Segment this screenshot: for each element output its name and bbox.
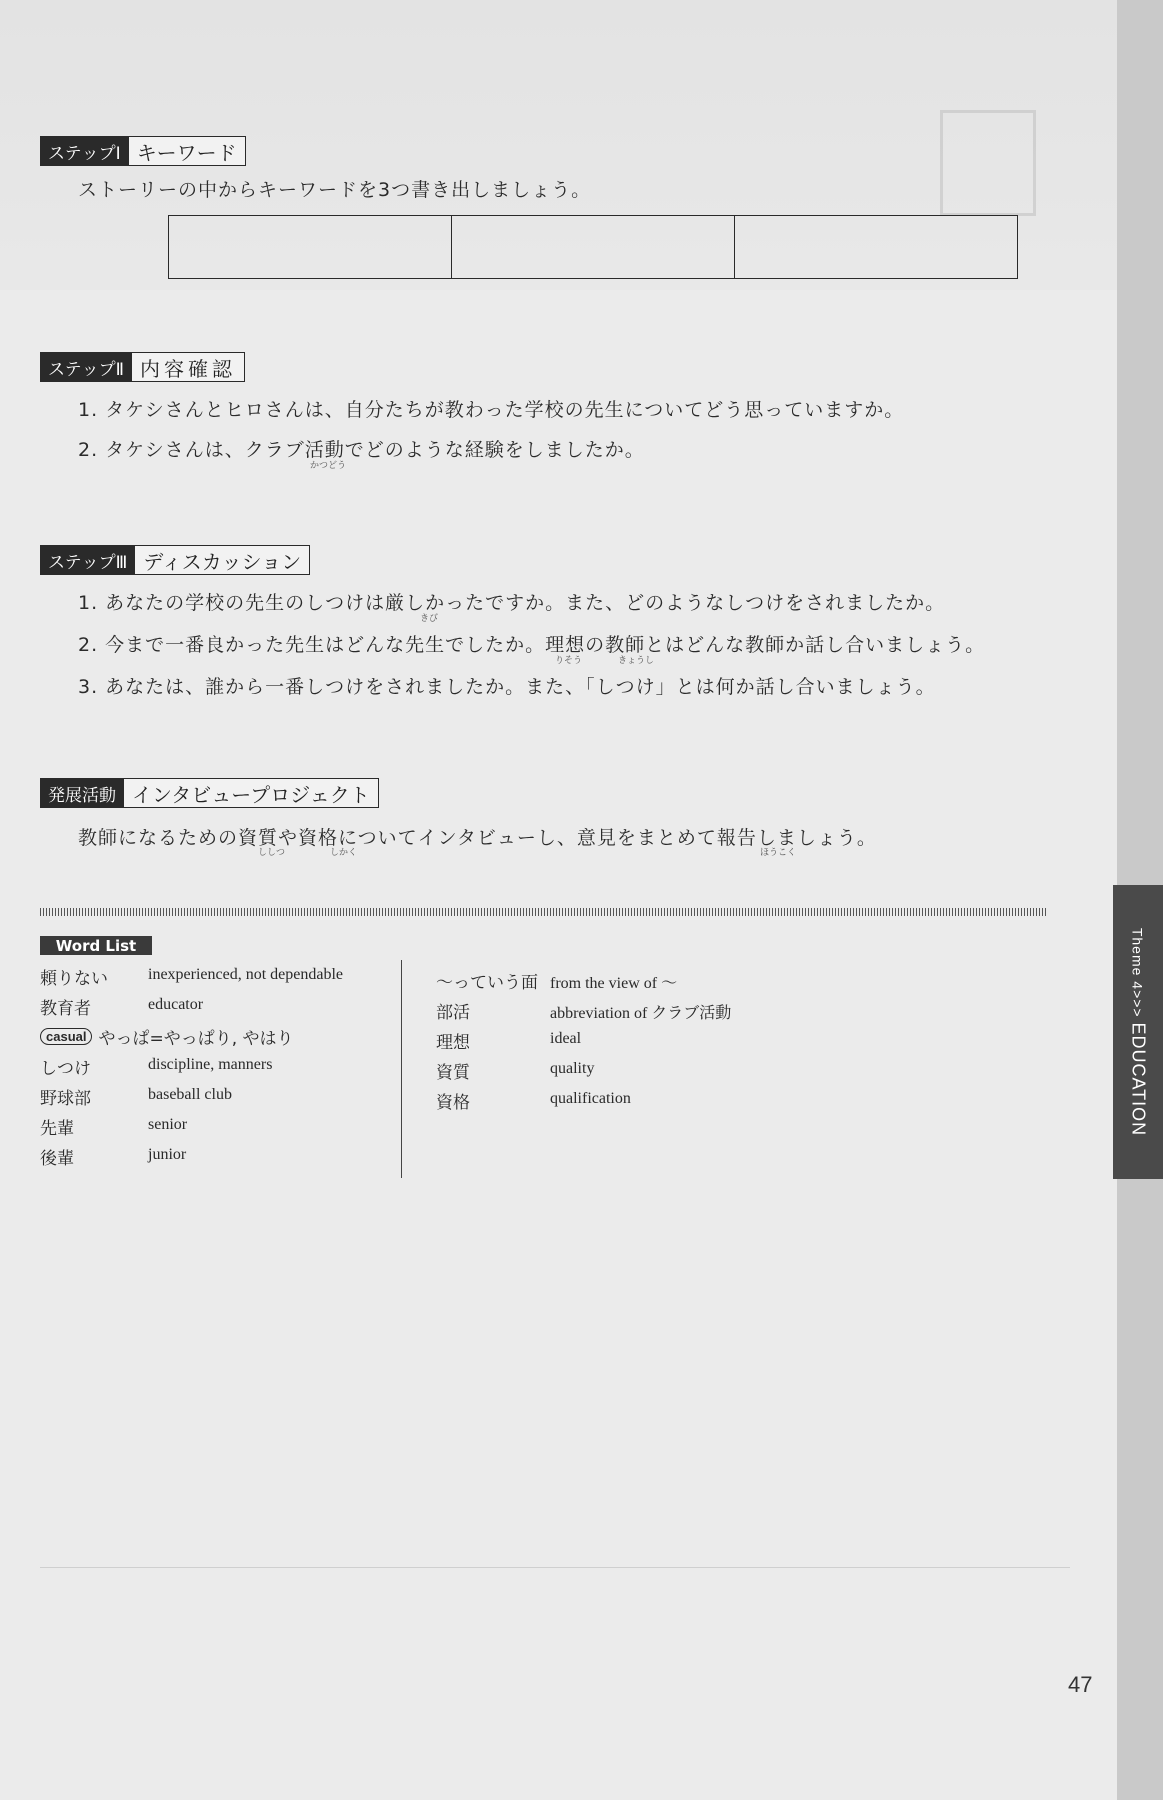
word-term: 部活 [436,1002,470,1023]
word-definition: from the view of 〜 [550,975,678,992]
step3-header [40,545,310,575]
word-definition: senior [148,1116,188,1133]
word-term: 野球部 [40,1088,91,1109]
word-definition: educator [148,996,204,1013]
theme-label [1128,928,1149,1136]
theme-number: Theme 4>>> [1129,927,1146,1023]
step2-tag: ステップⅡ [40,352,132,382]
step3-title: ディスカッション [135,545,310,575]
word-list-item [436,997,470,1023]
ruby-kibi: きび [420,614,439,624]
ruby-katsudou: かつどう [310,461,347,471]
step3-question-1: 1. あなたの学校の先生のしつけは厳しかったですか。また、どのようなしつけをされましたか。 [78,592,946,614]
word-definition: quality [550,1060,595,1077]
word-list-item [40,1023,294,1049]
word-term: 後輩 [40,1148,74,1169]
page-number: 47 [1068,1672,1093,1697]
keyword-answer-boxes [168,215,1018,279]
word-list-divider [401,960,402,1178]
ruby-risou: りそう [555,656,583,666]
word-definition: discipline, manners [148,1056,273,1073]
project-title: インタビュープロジェクト [124,778,379,808]
step2-header [40,352,245,382]
word-list-item [40,1113,74,1139]
step2-question-1: 1. タケシさんとヒロさんは、自分たちが教わった学校の先生についてどう思っていますか。 [78,399,905,421]
word-definition: junior [148,1146,187,1163]
word-list-item [436,1027,470,1053]
bottom-rule [40,1567,1070,1568]
word-list-item [436,1057,470,1083]
word-term: しつけ [40,1058,91,1079]
keyword-box-3[interactable] [735,216,1017,278]
step1-title: キーワード [129,136,246,166]
word-definition: qualification [550,1090,631,1107]
ruby-shikaku: しかく [330,848,358,858]
word-definition: inexperienced, not dependable [148,966,344,983]
word-term: 〜っていう面 [436,972,538,993]
step3-question-3: 3. あなたは、誰から一番しつけをされましたか。また、「しつけ」とは何か話し合いましょう。 [78,676,936,698]
step3-question-2: 2. 今まで一番良かった先生はどんな先生でしたか。理想の教師とはどんな教師か話し合いましょう。 [78,634,986,656]
project-header [40,778,379,808]
word-term: 資格 [436,1092,470,1113]
ruby-houkoku: ほうこく [760,848,797,858]
word-list-item [436,1087,470,1113]
step1-header [40,136,246,166]
project-instruction: 教師になるための資質や資格についてインタビューし、意見をまとめて報告しましょう。 [78,827,877,849]
step3-tag: ステップⅢ [40,545,135,575]
word-term: 頼りない [40,968,108,989]
ruby-kyoushi: きょうし [618,656,655,666]
word-term: やっぱ=やっぱり, やはり [98,1028,294,1049]
word-term: 資質 [436,1062,470,1083]
word-list-item [40,1143,74,1169]
word-definition: ideal [550,1030,582,1047]
project-tag: 発展活動 [40,778,124,808]
word-definition: abbreviation of クラブ活動 [550,1005,732,1022]
step1-instruction: ストーリーの中からキーワードを3つ書き出しましょう。 [78,179,592,201]
bleed-through-unit-box [940,110,1036,216]
word-term: 教育者 [40,998,91,1019]
keyword-box-2[interactable] [452,216,735,278]
theme-name: EDUCATION [1128,1022,1149,1137]
keyword-box-1[interactable] [169,216,452,278]
dotted-divider [40,908,1047,916]
word-term: 理想 [436,1032,470,1053]
word-list-item [40,1053,91,1079]
step1-tag: ステップⅠ [40,136,129,166]
word-term: 先輩 [40,1118,74,1139]
word-list-item [436,967,538,993]
step2-question-2: 2. タケシさんは、クラブ活動でどのような経験をしましたか。 [78,439,645,461]
word-definition: baseball club [148,1086,232,1103]
word-list-item [40,1083,91,1109]
step2-title: 内容確認 [132,352,245,382]
ruby-shishitsu: ししつ [258,848,286,858]
word-list-label: Word List [40,936,152,955]
word-list-item [40,993,91,1019]
casual-badge: casual [40,1028,92,1045]
word-list-item [40,963,108,989]
